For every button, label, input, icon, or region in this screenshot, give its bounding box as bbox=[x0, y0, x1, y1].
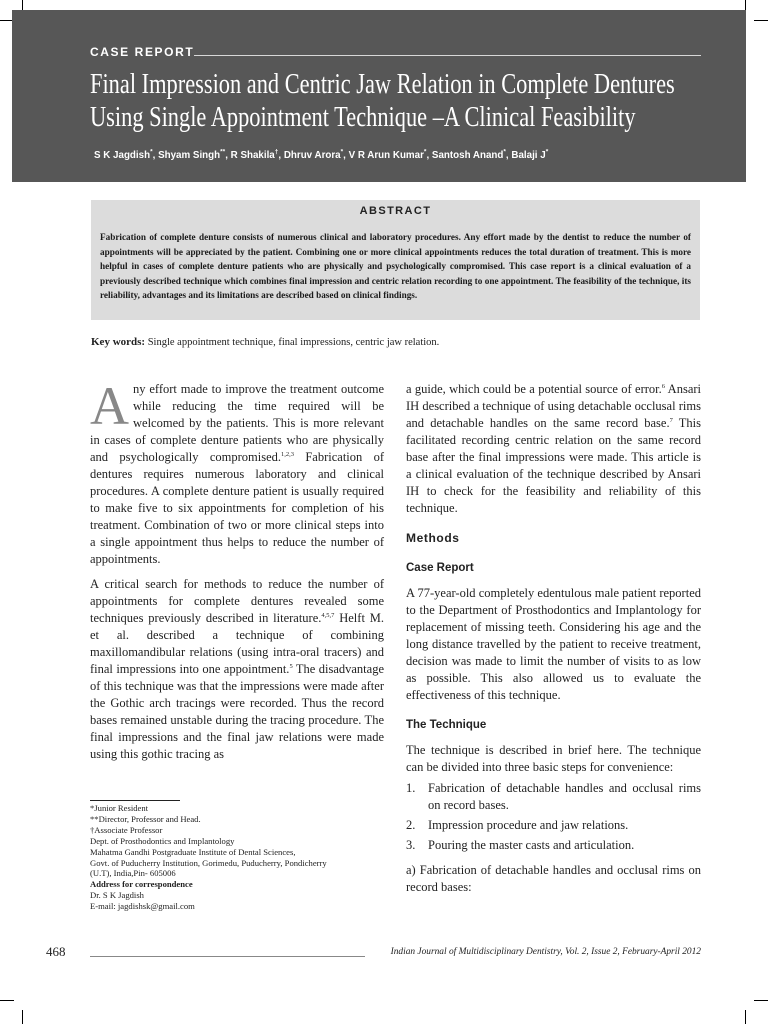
body-column-right bbox=[406, 381, 701, 904]
list-text: Pouring the master casts and articulation. bbox=[428, 838, 635, 852]
footnote-line: †Associate Professor bbox=[90, 824, 163, 835]
crop-mark bbox=[0, 1000, 14, 1001]
crop-mark bbox=[22, 1010, 23, 1024]
author-affiliation-mark: † bbox=[274, 148, 279, 156]
footnote-line: Mahatma Gandhi Postgraduate Institute of Dental Sciences, bbox=[90, 846, 296, 857]
footnote-line: *Junior Resident bbox=[90, 803, 149, 813]
title-line: Final Impression and Centric Jaw Relation in Complete Dentures bbox=[90, 69, 675, 100]
drop-cap: A bbox=[90, 376, 129, 436]
steps-list bbox=[406, 780, 701, 854]
paragraph: a guide, which could be a potential source of error.$^6$ Ansari IH described a technique of using detachable occlusal rims and detachable handles on the same record base.$^7$ This facilitated recording centric relation on the same record base after the final impressions were made. This article is a clinical evaluation of the technique described by Ansari IH to check for the feasibility and reliability of this technique. bbox=[406, 382, 702, 515]
abstract-box bbox=[91, 200, 700, 320]
footnote-line: E-mail: jagdishsk@gmail.com bbox=[90, 901, 195, 912]
citation: 1,2,3 bbox=[281, 450, 295, 458]
case-report-heading: Case Report bbox=[406, 562, 474, 574]
list-number: 1. bbox=[406, 781, 416, 795]
footnote-line: Dr. S K Jagdish bbox=[90, 890, 144, 901]
paragraph: The technique is described in brief here. The technique can be divided into three basic steps for convenience: bbox=[406, 743, 701, 774]
author-list: S K Jagdish*, Shyam Singh**, R Shakila†, Dhruv Arora*, V R Arun Kumar*, Santosh Anand*, Balaji J* bbox=[94, 148, 549, 161]
author-affiliation-mark: * bbox=[545, 148, 549, 156]
article-header bbox=[12, 10, 746, 182]
author: Balaji J bbox=[511, 150, 546, 161]
author: V R Arun Kumar bbox=[348, 150, 424, 161]
list-item bbox=[406, 780, 701, 814]
list-text: Impression procedure and jaw relations. bbox=[428, 818, 629, 832]
footer-rule bbox=[90, 956, 365, 957]
author: Shyam Singh bbox=[158, 150, 221, 161]
citation: 6 bbox=[661, 382, 666, 390]
paragraph: a) Fabrication of detachable handles and occlusal rims on record bases: bbox=[406, 863, 701, 894]
paragraph: A 77-year-old completely edentulous male patient reported to the Department of Prosthodontics and Implantology for replacement of missing teeth. Considering his age and the long distance travelled by the patient to receive treatment, decision was made to limit the number of visits to as low as possible. This also allowed us to evaluate the effectiveness of this technique. bbox=[406, 586, 701, 702]
citation: 5 bbox=[289, 662, 293, 670]
crop-mark bbox=[754, 1000, 768, 1001]
page-number: 468 bbox=[46, 944, 66, 959]
section-label: CASE REPORT bbox=[90, 45, 195, 59]
paragraph: Any effort made to improve the treatment outcome while reducing the time required will be welcomed by the patients. This is more relevant in cases of complete denture patients who are physically and psychologically compromised.$^{1,2,3}$ Fabrication of dentures requires numerous laboratory and clinical procedures. A complete denture patient is usually required to make five to six appointments for completion of his treatment. Combination of two or more clinical steps into a single appointment thus helps to reduce the number of appointments. bbox=[90, 376, 384, 566]
section-rule bbox=[194, 55, 701, 56]
citation: 4,5,7 bbox=[321, 611, 335, 619]
author-affiliation-mark: * bbox=[150, 148, 153, 156]
author-affiliation-mark: * bbox=[340, 148, 344, 156]
footnotes bbox=[90, 803, 327, 912]
footnote-line: Address for correspondence bbox=[90, 879, 193, 890]
methods-heading: Methods bbox=[406, 531, 460, 545]
keywords-label: Key words: bbox=[91, 336, 146, 348]
author: Santosh Anand bbox=[431, 150, 504, 161]
footnote-rule bbox=[90, 800, 180, 801]
title-line: Using Single Appointment Technique –A Clinical Feasibility bbox=[90, 102, 636, 133]
footnote-line: **Director, Professor and Head. bbox=[90, 813, 201, 824]
list-number: 2. bbox=[406, 818, 416, 832]
author: Dhruv Arora bbox=[283, 150, 341, 161]
article-title bbox=[90, 68, 675, 134]
author: R Shakila bbox=[230, 150, 275, 161]
footnote-line: Dept. of Prosthodontics and Implantology bbox=[90, 835, 235, 846]
list-number: 3. bbox=[406, 838, 416, 852]
footnote-line: Govt. of Puducherry Institution, Gorimedu, Puducherry, Pondicherry bbox=[90, 857, 327, 868]
crop-mark bbox=[745, 1010, 746, 1024]
abstract-heading: ABSTRACT bbox=[359, 205, 432, 217]
author: S K Jagdish bbox=[94, 150, 151, 161]
paragraph: A critical search for methods to reduce the number of appointments for complete dentures revealed some techniques previously described in literature.$^{4,5,7}$ Helft M. et al. described a technique of combining maxillomandibular relations (using intra-oral tracers) and final impressions into one appointment.$^5$ The disadvantage of this technique was that the impressions were made after the Gothic arch tracings were recorded. Thus the record bases remained unstable during the tracing procedure. The final impressions and the final jaw relations were made using this gothic tracing as bbox=[90, 577, 384, 761]
crop-mark bbox=[22, 0, 23, 10]
crop-mark bbox=[745, 0, 746, 10]
technique-heading: The Technique bbox=[406, 719, 487, 731]
crop-mark bbox=[754, 20, 768, 21]
citation: 7 bbox=[669, 416, 673, 424]
list-item bbox=[406, 817, 701, 834]
author-affiliation-mark: * bbox=[423, 148, 427, 156]
body-column-left bbox=[90, 376, 384, 771]
journal-footer: Indian Journal of Multidisciplinary Dentistry, Vol. 2, Issue 2, February-April 2012 bbox=[390, 947, 701, 957]
keywords-text: Single appointment technique, final impressions, centric jaw relation. bbox=[147, 337, 440, 348]
author-affiliation-mark: * bbox=[503, 148, 506, 156]
footnote-line: (U.T), India,Pin- 605006 bbox=[90, 868, 176, 879]
author-affiliation-mark: ** bbox=[220, 148, 226, 156]
list-item bbox=[406, 837, 701, 854]
list-text: Fabrication of detachable handles and occlusal rims on record bases. bbox=[428, 781, 701, 812]
keywords bbox=[91, 336, 439, 348]
abstract-text: Fabrication of complete denture consists of numerous clinical and laboratory procedures. Any effort made by the dentist to reduce the number of appointments will be appreciated by the patient. Combining one or more clinical appointments reduces the total duration of treatment. This is more helpful in cases of complete denture patients who are physically and psychologically compromised. This case report is a clinical evaluation of a previously described technique which combines final impression and centric relation recording to one appointment. The feasibility of the technique, its reliability, advantages and its limitations are described based on clinical findings. bbox=[100, 232, 691, 300]
